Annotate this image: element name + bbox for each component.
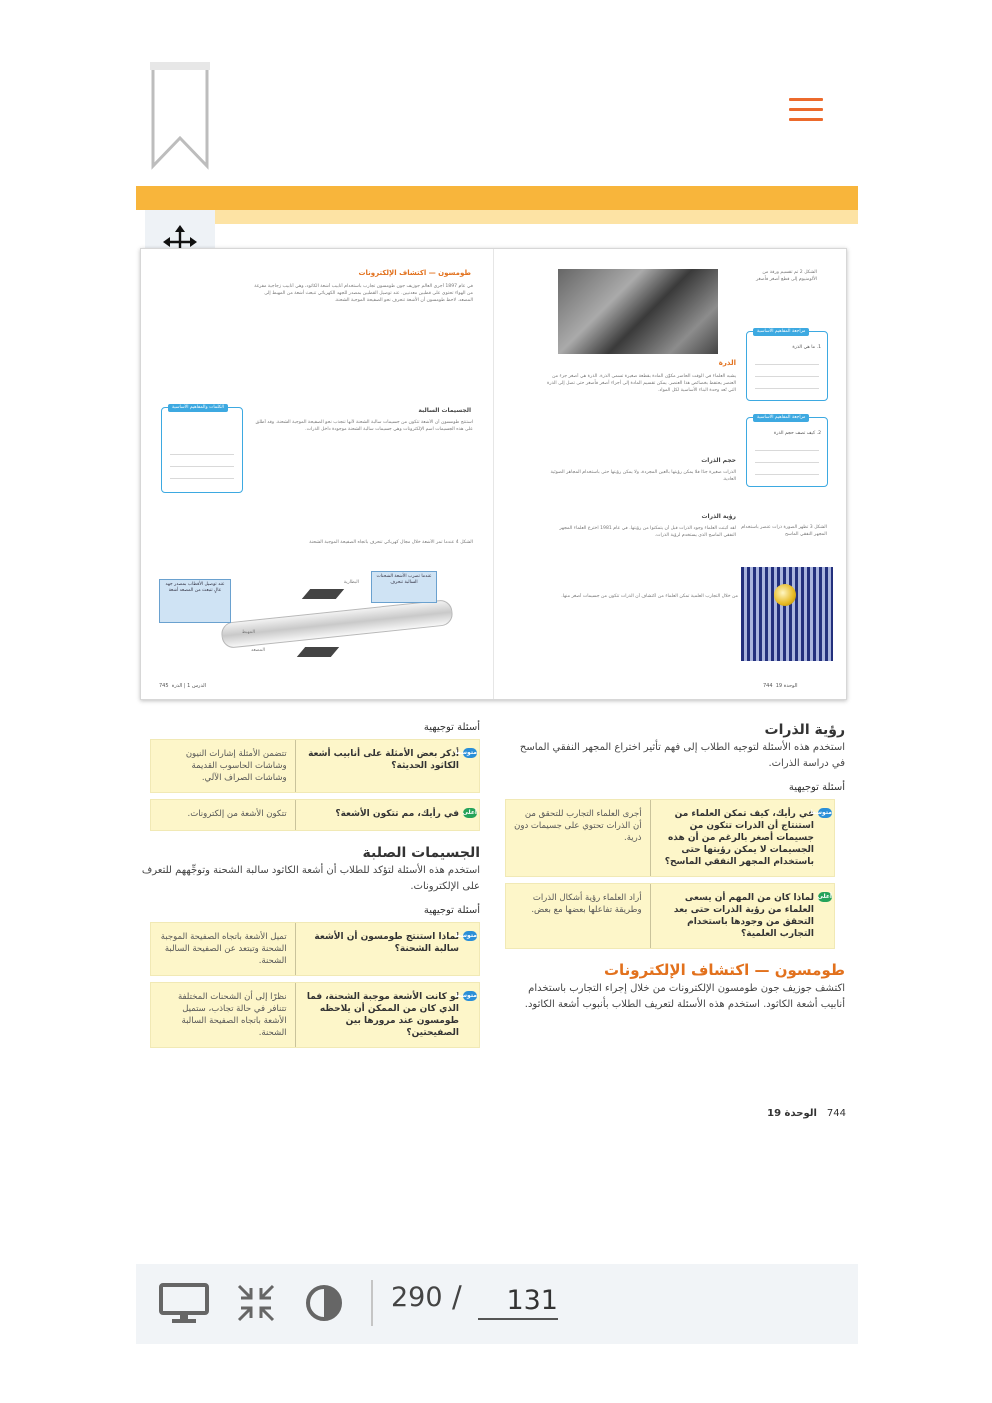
level-badge: أعلى: [462, 809, 477, 816]
top-plate: [302, 589, 344, 599]
bookmark-icon[interactable]: [150, 62, 210, 170]
page-footer: [700, 1108, 846, 1119]
answer-text: نظرًا إلى أن الشحنات المختلفة تتنافر في حالة تجاذب، ستميل الأشعة باتجاه الصفيحة السالبة الشحنة.: [177, 992, 287, 1038]
answer-text: أراد العلماء رؤية أشكال الذرات وطريقة تفاعلها بعضها مع بعض.: [531, 893, 642, 915]
atom-microscope-image: [741, 567, 833, 661]
right-page-footer: الوحدة 19 744: [763, 683, 798, 689]
heading-thomson: طومسون — اكتشاف الإلكترونات: [358, 269, 471, 277]
contrast-icon[interactable]: [302, 1280, 346, 1326]
body-text-thomson: في عام 1897 أجرى العالم جوزيف جون طومسون تجارب باستخدام أنابيب أشعة الكاثود، وهي أنابيب زجاجية مفرغة من الهواء تحتوي على قطبين معدنيين. عند توصيل القطبين بمصدر للجهد الكهربائي تنبعث أشعة من المهبط إلى المصعد. لاحظ طومسون أن الأشعة تنحرف نحو الصفيحة الموجبة الشحنة.: [254, 284, 473, 303]
level-badge: أعلى: [817, 893, 832, 900]
toolbar-separator: [371, 1280, 373, 1326]
section-intro-solid-particles: استخدم هذه الأسئلة لتؤكد للطلاب أن أشعة الكاثود سالبة الشحنة وتوجِّههم للتعرف على الإلكترونات.: [141, 865, 480, 892]
page-separator: /: [452, 1280, 462, 1314]
section-intro-thomson: اكتشف جوزيف جون طومسون الإلكترونات من خلال إجراء التجارب باستخدام أنابيب أشعة الكاثود. استخدم هذه الأسئلة لتعريف الطلاب بأنبوب أشعة الكاثود.: [524, 983, 845, 1010]
guiding-questions-label: أسئلة توجيهية: [423, 722, 480, 733]
figure-caption-4: الشكل 4 عندما تمر الأشعة خلال مجال كهربائي تنحرف باتجاه الصفيحة الموجبة الشحنة: [309, 540, 473, 545]
label-cathode: المهبط: [241, 630, 255, 635]
menu-icon[interactable]: [789, 98, 823, 124]
bottom-navigation-bar: [136, 1264, 858, 1344]
key-concept-note-1: مراجعة المفاهيم الأساسية 1. ما هي الذرة: [746, 331, 828, 401]
question-row: أعلى في رأيك، مم تتكون الأشعة؟ تتكون الأشعة من إلكترونات.: [150, 799, 480, 831]
body-text-view-2: من خلال التجارب العلمية تمكّن العلماء من اكتشاف أن الذرات تتكون من جسيمات أصغر منها.: [561, 594, 738, 599]
heading-view: رؤية الذرات: [701, 513, 736, 520]
vocabulary-note: الكلمات والمفاهيم الأساسية: [161, 407, 243, 493]
teacher-notes-right-column: [505, 722, 845, 1013]
question-row: أعلى لماذا كان من المهم أن يسعى العلماء من رؤية الذرات حتى بعد التحقق من وجودها باستخدام التجارب العلمية؟ أراد العلماء رؤية أشكال الذرات وطريقة تفاعلها بعضها مع بعض.: [505, 883, 835, 949]
page-spread-preview[interactable]: [140, 248, 847, 700]
callout-negative: عندما تضرب الأشعة الشحنات السالبة تنحرف: [371, 571, 437, 603]
heading-atom: الذرة: [718, 359, 736, 367]
heading-size: حجم الذرات: [701, 457, 736, 464]
teacher-notes-left-column: [140, 722, 480, 1054]
section-title-thomson: طومسون — اكتشاف الإلكترونات: [603, 961, 845, 979]
key-concept-note-2: مراجعة المفاهيم الأساسية 2. كيف تصف حجم الذرة: [746, 417, 828, 487]
section-title-solid-particles: الجسيمات الصلبة: [362, 845, 480, 861]
body-text-size: الذرات صغيرة جدًا فلا يمكن رؤيتها بالعين المجردة، ولا يمكن رؤيتها حتى باستخدام المجاهر الضوئية العادية.: [550, 470, 736, 482]
body-text-atom: يشبه العلماء في الوقت الحاضر مكوّن المادة بقطعة صغيرة تسمى الذرة. الذرة هي أصغر جزء من العنصر يحتفظ بخصائص هذا العنصر. يمكن تقسيم المادة إلى أجزاء أصغر فأصغر حتى تصل إلى الذرة التي تُعد وحدة البناء الأساسية لكل المواد.: [547, 374, 736, 393]
heading-negative-particles: الجسيمات السالبة: [418, 407, 471, 414]
level-badge: متوسط: [454, 992, 477, 999]
answer-text: تتكون الأشعة من إلكترونات.: [187, 809, 287, 819]
page-number: 744: [826, 1108, 846, 1119]
body-text-view: لقد أثبتت العلماء وجود الذرات قبل أن يتمكنوا من رؤيتها. في عام 1981 اخترع العلماء المجهر النفقي الماسح الذي يستخدم لرؤية الذرات.: [559, 526, 736, 538]
figure-caption-3: الشكل 3 تظهر الصورة ذرات عنصر باستخدام المجهر النفقي الماسح: [741, 525, 827, 537]
monitor-icon[interactable]: [158, 1280, 210, 1326]
experiment-photo: [558, 269, 718, 354]
unit-label: الوحدة 19: [767, 1108, 817, 1119]
level-badge: متوسط: [809, 809, 832, 816]
bottom-plate: [297, 647, 339, 657]
body-text-particles: استنتج طومسون أن الأشعة تتكون من جسيمات سالبة الشحنة لأنها تنجذب نحو الصفيحة الموجبة الشحنة. وقد أطلق على هذه الجسيمات اسم الإلكترونات وهي جسيمات سالبة الشحنة موجودة داخل الذرات.: [255, 420, 473, 432]
collapse-icon[interactable]: [234, 1280, 278, 1326]
header-band-secondary: [215, 210, 858, 224]
level-badge: متوسط: [454, 749, 477, 756]
answer-text: تميل الأشعة باتجاه الصفيحة الموجبة الشحنة وتبتعد عن الصفيحة السالبة الشحنة.: [160, 932, 287, 966]
header-band: [136, 186, 858, 210]
section-title-seeing-atoms: رؤية الذرات: [764, 722, 845, 738]
question-row: متوسط أذكر بعض الأمثلة على أنابيب أشعة الكاثود الحديثة؟ تتضمن الأمثلة إشارات النيون وشاشات الحاسوب القديمة وشاشات الصراف الآلي.: [150, 739, 480, 793]
label-battery: البطارية: [343, 580, 359, 585]
current-page-input[interactable]: [478, 1282, 558, 1320]
total-pages: 290: [391, 1282, 443, 1313]
left-page-footer: 745 الدرس 1 | الذرة: [159, 683, 207, 689]
question-row: متوسط في رأيك، كيف تمكن العلماء من استنتاج أن الذرات تتكون من جسيمات أصغر بالرغم من أن هذه الجسيمات لا يمكن رؤيتها حتى باستخدام المجهر النفقي الماسح؟ أجرى العلماء التجارب للتحقق من أن الذرات تحتوي على جسيمات دون ذرية.: [505, 799, 835, 877]
guiding-questions-label: أسئلة توجيهية: [788, 782, 845, 793]
spread-gutter: [493, 249, 494, 699]
cathode-ray-tube: [220, 599, 453, 649]
answer-text: أجرى العلماء التجارب للتحقق من أن الذرات تحتوي على جسيمات دون ذرية.: [514, 809, 642, 843]
margin-text: الشكل 2 تم تقسيم ورقة من الألومنيوم إلى قطع أصغر فأصغر: [755, 270, 817, 282]
answer-text: تتضمن الأمثلة إشارات النيون وشاشات الحاسوب القديمة وشاشات الصراف الآلي.: [185, 749, 287, 783]
label-anode: المصعد: [251, 648, 265, 653]
question-row: متوسط لماذا استنتج طومسون أن الأشعة سالبة الشحنة؟ تميل الأشعة باتجاه الصفيحة الموجبة الشحنة وتبتعد عن الصفيحة السالبة الشحنة.: [150, 922, 480, 976]
question-row: متوسط لو كانت الأشعة موجبة الشحنة، فما الذي كان من الممكن أن يلاحظه طومسون عند مرورها بين الصفيحتين؟ نظرًا إلى أن الشحنات المختلفة تتنافر في حالة تجاذب، ستميل الأشعة باتجاه الصفيحة السالبة الشحنة.: [150, 982, 480, 1048]
guiding-questions-label: أسئلة توجيهية: [423, 905, 480, 916]
callout-voltage: عند توصيل الأقطاب بمصدر جهد عالٍ تنبعث من المصعد أشعة: [159, 579, 231, 623]
level-badge: متوسط: [454, 932, 477, 939]
section-intro-seeing-atoms: استخدم هذه الأسئلة لتوجيه الطلاب إلى فهم تأثير اختراع المجهر النفقي الماسح في دراسة الذرات.: [519, 742, 845, 769]
